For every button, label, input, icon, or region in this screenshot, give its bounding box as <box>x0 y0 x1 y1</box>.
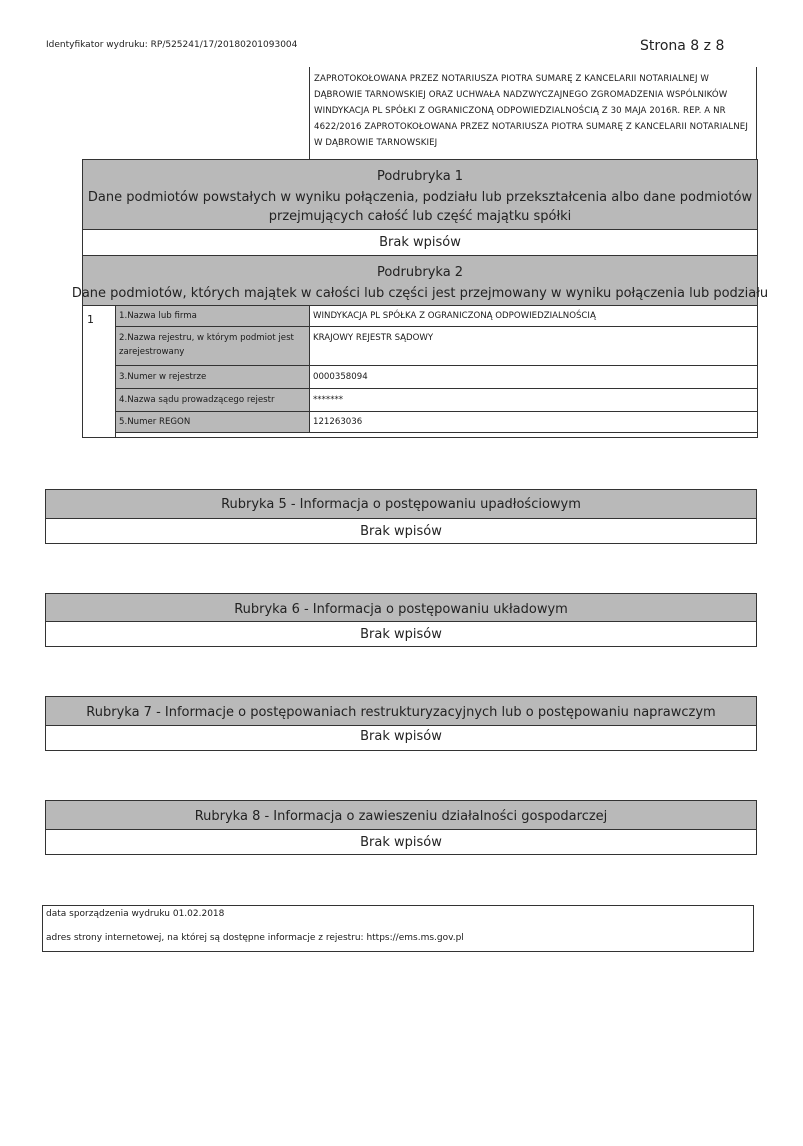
podrubryka1-subtitle-1: Dane podmiotów powstałych w wyniku połączenia, podziału lub przekształcenia albo dane podmiotów <box>87 190 753 205</box>
podrubryka1-subtitle-2: przejmujących całość lub część majątku spółki <box>268 209 572 224</box>
page-number: Strona 8 z 8 <box>640 38 725 54</box>
podrubryka1-empty: Brak wpisów <box>83 230 757 256</box>
podrubryka2-header <box>71 256 769 306</box>
rubryka-8-empty: Brak wpisów <box>360 835 442 850</box>
footer-date: data sporządzenia wydruku 01.02.2018 <box>46 909 225 919</box>
row-label-regon: 5.Numer REGON <box>119 417 191 427</box>
rubryka-6-title: Rubryka 6 - Informacja o postępowaniu układowym <box>46 594 756 622</box>
row-value-number: 0000358094 <box>313 372 368 382</box>
top-note-text: ZAPROTOKOŁOWANA PRZEZ NOTARIUSZA PIOTRA SUMARĘ Z KANCELARII NOTARIALNEJ W DĄBROWIE TARNOWSKIEJ ORAZ UCHWAŁA NADZWYCZAJNEGO ZGROMADZENIA WSPÓLNIKÓW WINDYKACJA PL SPÓŁKI Z OGRANICZONĄ ODPOWIEDZIALNOŚCIĄ Z 30 MAJA 2016R. REP. A NR 4622/2016 ZAPROTOKOŁOWANA PRZEZ NOTARIUSZA PIOTRA SUMARĘ Z KANCELARII NOTARIALNEJ W DĄBROWIE TARNOWSKIEJ <box>314 74 748 148</box>
podrubryka1-title: Podrubryka 1 <box>376 169 464 184</box>
row-value-name: WINDYKACJA PL SPÓŁKA Z OGRANICZONĄ ODPOWIEDZIALNOŚCIĄ <box>313 311 596 321</box>
podrubryka-section <box>71 159 769 438</box>
rubryka-5-title: Rubryka 5 - Informacja o postępowaniu upadłościowym <box>46 490 756 519</box>
podrubryka2-title: Podrubryka 2 <box>376 265 464 280</box>
footer-box <box>42 905 754 952</box>
rubryka-5-empty: Brak wpisów <box>360 524 442 539</box>
rubryka-6-empty: Brak wpisów <box>360 627 442 642</box>
footer-address: adres strony internetowej, na której są dostępne informacje z rejestru: https://ems.ms.gov.pl <box>46 933 464 943</box>
podrubryka1-header <box>83 160 757 230</box>
podrubryka2-subtitle: Dane podmiotów, których majątek w całości lub części jest przejmowany w wyniku połączenia lub podziału <box>71 286 769 301</box>
rubryka-5 <box>45 489 757 544</box>
row-label-registry: 2.Nazwa rejestru, w którym podmiot jest zarejestrowany <box>119 333 294 357</box>
row-label-court: 4.Nazwa sądu prowadzącego rejestr <box>119 395 275 405</box>
row-label-number: 3.Numer w rejestrze <box>119 372 207 382</box>
row-value-registry: KRAJOWY REJESTR SĄDOWY <box>313 333 434 343</box>
rubryka-7 <box>45 696 757 751</box>
rubryka-6 <box>45 593 757 647</box>
rubryka-7-empty: Brak wpisów <box>360 729 442 744</box>
print-identifier: Identyfikator wydruku: RP/525241/17/20180201093004 <box>46 40 298 50</box>
row-label-name: 1.Nazwa lub firma <box>119 311 197 321</box>
row-value-court: ******* <box>313 395 344 405</box>
row-value-regon: 121263036 <box>313 417 363 427</box>
top-note-box <box>309 67 757 159</box>
rubryka-8-title: Rubryka 8 - Informacja o zawieszeniu działalności gospodarczej <box>46 801 756 830</box>
entry-number: 1 <box>87 313 94 326</box>
rubryka-8 <box>45 800 757 855</box>
rubryka-7-title: Rubryka 7 - Informacje o postępowaniach restrukturyzacyjnych lub o postępowaniu naprawczym <box>46 697 756 726</box>
